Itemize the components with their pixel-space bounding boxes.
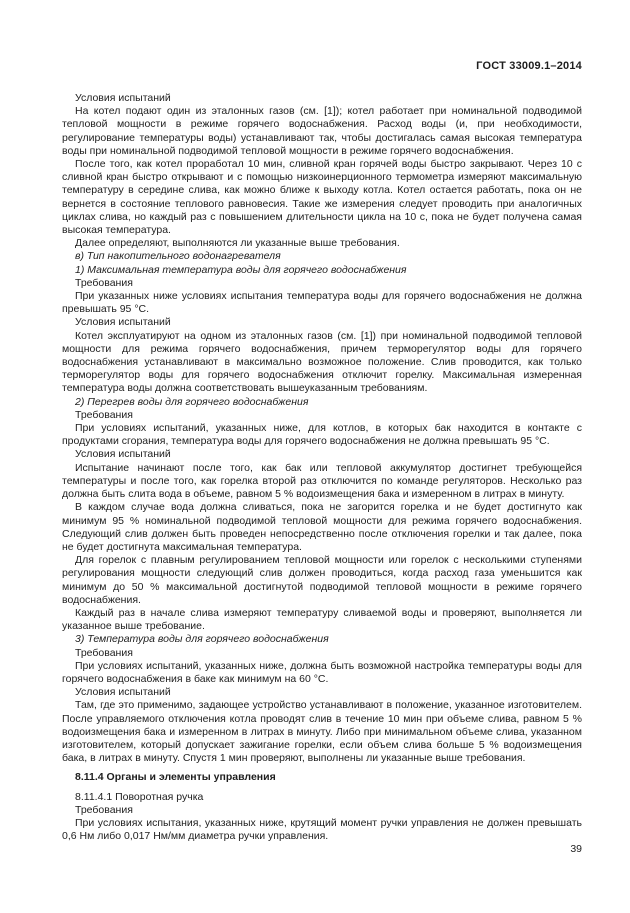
paragraph: Каждый раз в начале слива измеряют температуру сливаемой воды и проверяют, выполняется ли указанное выше требование. [62,606,582,633]
paragraph: При условиях испытаний, указанных ниже, для котлов, в которых бак находится в контакте с продуктами сгорания, температура воды для горячего водоснабжения не должна превышать 95 °С. [62,422,582,448]
section-heading-controls: 8.11.4 Органы и элементы управления [75,771,276,784]
paragraph: В каждом случае вода должна сливаться, пока не загорится горелка и не будет достигнуто как минимум 95 % номинальной подводимой тепловой мощности для режима горячего водоснабжения. Следующий слив должен быть проведен непосредственно после отключения горелки и так далее, пока не будет достигнута максимальная температура. [62,501,582,553]
paragraph: На котел подают один из эталонных газов (см. [1]); котел работает при номинальной подводимой тепловой мощности в режиме горячего водоснабжения. Расход воды (и, при необходимости, регулирование температуры воды) устанавливают так, чтобы достигалась самая высокая температура воды при номинальной подводимой тепловой мощности в режиме горячего водоснабжения. [62,105,582,157]
list-item-water-temperature: 3) Температура воды для горячего водоснабжения [75,633,329,646]
paragraph: Для горелок с плавным регулированием тепловой мощности или горелок с несколькими ступенями регулирования мощности следующий слив должен проводиться, когда расход газа уменьшится как минимум до 50 % максимальной достигнутой подводимой тепловой мощности в режиме горячего водоснабжения. [62,554,582,606]
paragraph: При условиях испытания, указанных ниже, крутящий момент ручки управления не должен превышать 0,6 Нм либо 0,017 Нм/мм диаметра ручки управления. [62,816,582,843]
paragraph: При указанных ниже условиях испытания температура воды для горячего водоснабжения не должна превышать 95 °С. [62,290,582,316]
subheading-test-conditions: Условия испытаний [75,686,171,699]
document-body [62,92,582,843]
subheading-test-conditions: Условия испытаний [75,316,171,329]
paragraph: При условиях испытаний, указанных ниже, должна быть возможной настройка температуры воды для горячего водоснабжения в баке как минимум на 60 °С. [62,659,582,685]
paragraph: Котел эксплуатируют на одном из эталонных газов (см. [1]) при номинальной подводимой тепловой мощности для режима горячего водоснабжения, причем терморегулятор воды для горячего водоснабжения устанавливают в максимально возможное положение. Слив проводится, как только терморегулятор воды для горячего водоснабжения отключит горелку. Максимальная измеренная температура воды должна соответствовать вышеуказанным требованиям. [62,329,582,395]
list-item-max-temperature: 1) Максимальная температура воды для горячего водоснабжения [75,263,407,276]
subheading-requirements: Требования [75,803,133,816]
subheading-requirements: Требования [75,646,133,659]
subheading-requirements: Требования [75,276,133,289]
paragraph: После того, как котел проработал 10 мин, сливной кран горячей воды быстро закрывают. Через 10 с сливной кран быстро открывают и с помощью низкоинерционного термометра измеряют максимальную температуру в середине слива, как можно ближе к выходу котла. Котел остается работать, пока он не вернется в состояние теплового равновесия. Такие же измерения следует проводить при аналогичных циклах слива, но каждый раз с повышением длительности цикла на 10 с, пока не будет получена самая высокая температура. [62,158,582,237]
subheading-requirements: Требования [75,408,133,421]
subheading-test-conditions: Условия испытаний [75,92,171,104]
standard-number: ГОСТ 33009.1–2014 [476,60,582,72]
subsection-heading-rotary-knob: 8.11.4.1 Поворотная ручка [75,790,204,803]
page-number: 39 [570,843,582,855]
list-item-storage-heater: в) Тип накопительного водонагревателя [75,250,281,263]
paragraph: Испытание начинают после того, как бак или тепловой аккумулятор достигнет требующейся температуры и после того, как горелка второй раз отключится по команде регуляторов. Несколько раз должна быть слита вода в объеме, равном 5 % водоизмещения бака и измеренном в литрах в минуту. [62,461,582,501]
subheading-test-conditions: Условия испытаний [75,448,171,461]
list-item-overheating: 2) Перегрев воды для горячего водоснабжения [75,395,309,408]
paragraph: Там, где это применимо, задающее устройство устанавливают в положение, указанное изготовителем. После управляемого отключения котла проводят слив в течение 10 мин при объеме слива, равном 5 % водоизмещения бака и измеренном в литрах в минуту. Либо при минимальном объеме слива, указанном изготовителем, который допускает зажигание горелки, если объем слива больше 5 % водоизмещения бака, в литрах в минуту. Спустя 1 мин проверяют, выполнены ли указанные выше требования. [62,699,582,765]
paragraph: Далее определяют, выполняются ли указанные выше требования. [75,237,400,250]
